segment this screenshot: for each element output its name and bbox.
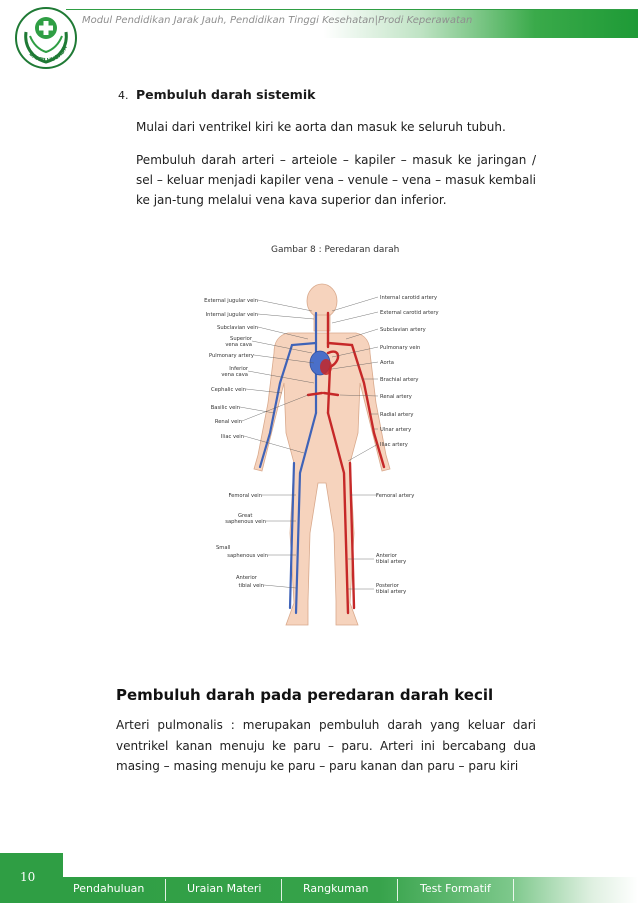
label-subclavian-artery: Subclavian artery bbox=[380, 327, 426, 333]
label-brachial-artery: Brachial artery bbox=[380, 377, 419, 383]
footer-link-rangkuman[interactable]: Rangkuman bbox=[303, 882, 369, 895]
label-anterior-vein: Anterior bbox=[236, 575, 257, 581]
footer-separator bbox=[281, 879, 282, 901]
label-small-saphenous-vein: saphenous vein bbox=[227, 553, 268, 559]
label-ulnar-artery: Ulnar artery bbox=[380, 427, 412, 433]
label-radial-artery: Radial artery bbox=[380, 412, 414, 418]
label-inferior: Inferior bbox=[229, 366, 248, 372]
footer-link-test-formatif[interactable]: Test Formatif bbox=[420, 882, 491, 895]
page-number: 10 bbox=[20, 870, 36, 884]
label-renal-artery: Renal artery bbox=[380, 394, 412, 400]
label-inferior-vena-cava: vena cava bbox=[221, 372, 248, 378]
label-femoral-vein: Femoral vein bbox=[228, 493, 262, 499]
label-external-carotid-artery: External carotid artery bbox=[380, 310, 439, 316]
label-internal-jugular-vein: Internal jugular vein bbox=[205, 312, 258, 318]
footer-separator bbox=[165, 879, 166, 901]
label-anterior-tibial-vein: tibial vein bbox=[238, 583, 264, 589]
label-pulmonary-vein: Pulmonary vein bbox=[380, 345, 421, 351]
label-pulmonary-artery: Pulmonary artery bbox=[208, 353, 254, 359]
label-great-saphenous-vein: saphenous vein bbox=[225, 519, 266, 525]
label-basilic-vein: Basilic vein bbox=[210, 405, 240, 411]
label-femoral-artery: Femoral artery bbox=[376, 493, 415, 499]
paragraph-1: Mulai dari ventrikel kiri ke aorta dan masuk ke seluruh tubuh. bbox=[136, 120, 506, 134]
section-title: Pembuluh darah sistemik bbox=[136, 87, 316, 102]
label-renal-vein: Renal vein bbox=[214, 419, 242, 425]
list-number: 4. bbox=[118, 89, 129, 102]
footer-separator bbox=[513, 879, 514, 901]
header-title: Modul Pendidikan Jarak Jauh, Pendidikan Tinggi Kesehatan|Prodi Keperawatan bbox=[82, 15, 473, 26]
figure-caption: Gambar 8 : Peredaran darah bbox=[271, 245, 400, 255]
logo-text: BAKTI HUSADA bbox=[27, 45, 69, 65]
label-iliac-vein: Iliac vein bbox=[220, 434, 244, 440]
bakti-husada-logo bbox=[14, 6, 78, 70]
label-posterior-tibial-artery: tibial artery bbox=[376, 589, 407, 595]
label-great: Great bbox=[238, 513, 253, 519]
footer-separator bbox=[397, 879, 398, 901]
label-external-jugular-vein: External jugular vein bbox=[204, 298, 258, 304]
label-iliac-artery: Iliac artery bbox=[380, 442, 408, 448]
label-superior-vena-cava: vena cava bbox=[225, 342, 252, 348]
label-cephalic-vein: Cephalic vein bbox=[211, 387, 246, 393]
label-anterior-artery: Anterior bbox=[376, 553, 397, 559]
label-superior: Superior bbox=[230, 336, 252, 342]
label-subclavian-vein: Subclavian vein bbox=[217, 325, 258, 331]
label-anterior-tibial-artery: tibial artery bbox=[376, 559, 407, 565]
label-internal-carotid-artery: Internal carotid artery bbox=[380, 295, 438, 301]
label-aorta: Aorta bbox=[380, 360, 394, 366]
footer-link-pendahuluan[interactable]: Pendahuluan bbox=[73, 882, 145, 895]
paragraph-3: Arteri pulmonalis : merupakan pembuluh darah yang keluar dari ventrikel kanan menuju ke paru – paru. Arteri ini bercabang dua masing – masing menuju ke paru – paru kanan dan paru – paru kiri bbox=[116, 718, 536, 773]
paragraph-2: Pembuluh darah arteri – arteiole – kapiler – masuk ke jaringan / sel – keluar menjadi kapiler vena – venule – vena – masuk kembali ke jan-tung melalui vena kava superior dan inferior. bbox=[136, 153, 536, 207]
footer-link-uraian-materi[interactable]: Uraian Materi bbox=[187, 882, 262, 895]
label-posterior: Posterior bbox=[376, 583, 399, 589]
subsection-title: Pembuluh darah pada peredaran darah kecil bbox=[116, 686, 494, 704]
circulatory-system-figure bbox=[200, 283, 444, 639]
label-small: Small bbox=[216, 545, 231, 551]
